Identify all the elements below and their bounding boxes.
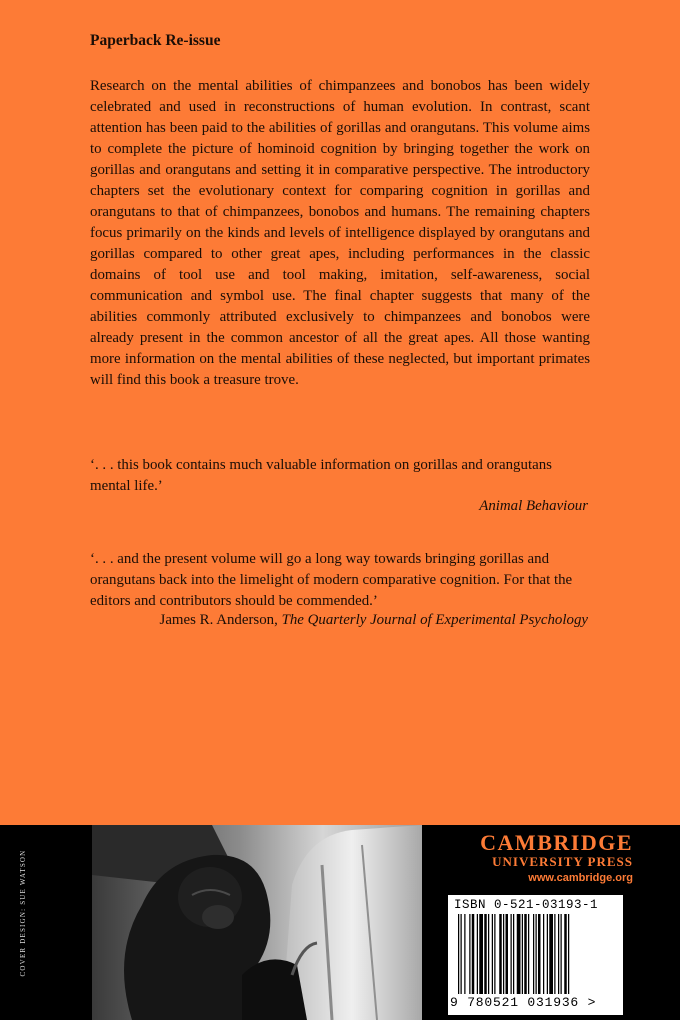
barcode-bar xyxy=(533,914,534,994)
barcode-bar xyxy=(538,914,541,994)
barcode-bar xyxy=(536,914,537,994)
barcode-bar xyxy=(522,914,523,994)
review-quote-2: ‘. . . and the present volume will go a long way towards bringing gorillas and orangutans back into the limelight of modern comparative cognition. For that the editors and contributors should be commended.’ xyxy=(90,551,573,609)
barcode-bar xyxy=(511,914,512,994)
barcode-bar xyxy=(549,914,553,994)
barcode-bar xyxy=(477,914,478,994)
barcode-bar xyxy=(513,914,514,994)
barcode-bar xyxy=(492,914,493,994)
review-journal-2: The Quarterly Journal of Experimental Psychology xyxy=(281,612,588,628)
barcode-bar xyxy=(464,914,465,994)
barcode-bar xyxy=(517,914,521,994)
barcode-bar xyxy=(488,914,489,994)
barcode-bar xyxy=(561,914,562,994)
bottom-band xyxy=(0,825,680,1020)
barcode-bar xyxy=(479,914,483,994)
barcode-bar xyxy=(472,914,475,994)
book-description: Research on the mental abilities of chimpanzees and bonobos has been widely celebrated and used in reconstructions of human evolution. In contrast, scant attention has been paid to the abilities of gorillas and orangutans. This volume aims to complete the picture of hominoid cognition by bringing together the work on gorillas and orangutans and setting it in comparative perspective. The introductory chapters set the evolutionary context for comparing cognition in gorillas and orangutans to that of chimpanzees, bonobos and humans. The remaining chapters focus primarily on the kinds and levels of intelligence displayed by orangutans and gorillas compared to other great apes, including performances in the classic domains of tool use and tool making, imitation, self-awareness, social communication and symbol use. The final chapter suggests that many of the abilities commonly attributed exclusively to chimpanzees and bonobos were already present in the common ancestor of all the great apes. All those wanting more information on the mental abilities of these neglected, but important primates will find this book a treasure trove. xyxy=(90,78,590,388)
gorilla-photo xyxy=(92,825,422,1020)
cover-design-credit: COVER DESIGN: SUE WATSON xyxy=(19,849,27,977)
publisher-url: www.cambridge.org xyxy=(528,872,633,884)
barcode-bar xyxy=(547,914,548,994)
publisher-name-line1: CAMBRIDGE xyxy=(480,830,633,855)
barcode-bar xyxy=(469,914,470,994)
review-quote-1: ‘. . . this book contains much valuable information on gorillas and orangutans mental life.’ xyxy=(90,457,552,494)
ean-number: 9 780521 031936 > xyxy=(450,995,597,1010)
barcode-bar xyxy=(494,914,495,994)
barcode-bar xyxy=(524,914,527,994)
review-author-2: James R. Anderson, xyxy=(159,612,278,628)
review-source-2 xyxy=(160,612,588,629)
edition-heading: Paperback Re-issue xyxy=(90,32,221,49)
barcode-bar xyxy=(484,914,487,994)
barcode-bar xyxy=(558,914,559,994)
barcode xyxy=(458,914,613,994)
barcode-bar xyxy=(499,914,502,994)
barcode-bar xyxy=(458,914,459,994)
barcode-bar xyxy=(564,914,567,994)
isbn-barcode-box xyxy=(448,895,623,1015)
barcode-bar xyxy=(554,914,555,994)
publisher-logo xyxy=(433,830,633,884)
barcode-bar xyxy=(503,914,504,994)
barcode-bar xyxy=(461,914,462,994)
review-source-1: Animal Behaviour xyxy=(479,498,588,514)
barcode-bar xyxy=(506,914,509,994)
publisher-name-line2: UNIVERSITY PRESS xyxy=(492,854,633,869)
barcode-bar xyxy=(568,914,569,994)
barcode-bar xyxy=(528,914,529,994)
isbn-text: ISBN 0-521-03193-1 xyxy=(454,898,599,912)
barcode-bar xyxy=(543,914,544,994)
